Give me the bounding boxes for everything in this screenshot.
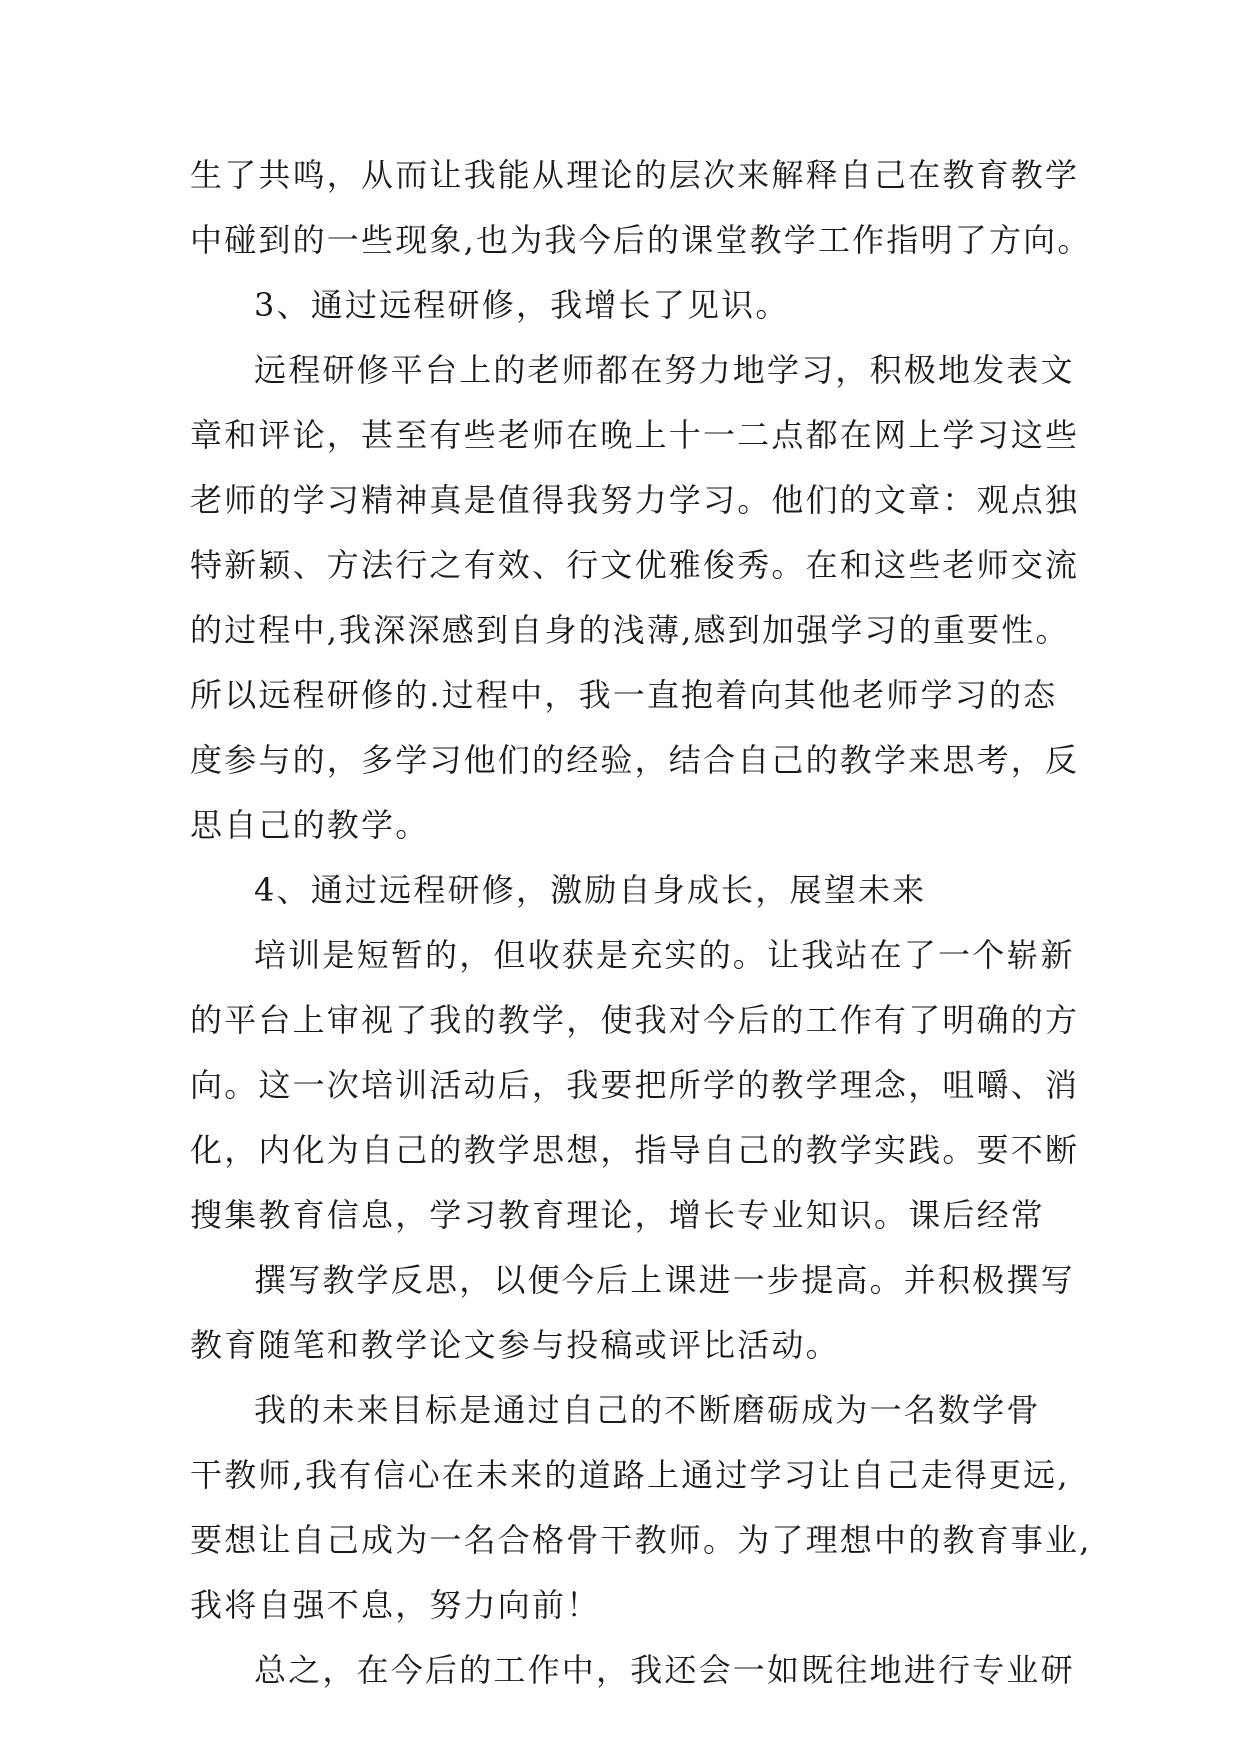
section-heading: 4、通过远程研修，激励自身成长，展望未来 xyxy=(254,871,927,909)
text-line: 所以远程研修的.过程中，我一直抱着向其他老师学习的态 xyxy=(190,676,1058,714)
text-line: 教育随笔和教学论文参与投稿或评比活动。 xyxy=(190,1326,840,1364)
body-text xyxy=(190,156,1092,1717)
text-line: 搜集教育信息，学习教育理论，增长专业知识。课后经常 xyxy=(190,1196,1046,1234)
text-line: 我的未来目标是通过自己的不断磨砺成为一名数学骨 xyxy=(254,1391,1041,1429)
text-line: 度参与的，多学习他们的经验，结合自己的教学来思考，反 xyxy=(190,741,1080,779)
text-line: 特新颖、方法行之有效、行文优雅俊秀。在和这些老师交流 xyxy=(190,546,1080,584)
text-line: 总之，在今后的工作中，我还会一如既往地进行专业研 xyxy=(254,1651,1075,1689)
text-line: 生了共鸣，从而让我能从理论的层次来解释自己在教育教学 xyxy=(190,156,1080,194)
text-line: 的过程中,我深深感到自身的浅薄,感到加强学习的重要性。 xyxy=(190,611,1070,649)
text-line: 远程研修平台上的老师都在努力地学习，积极地发表文 xyxy=(254,351,1075,389)
text-line: 思自己的教学。 xyxy=(190,806,430,844)
text-line: 要想让自己成为一名合格骨干教师。为了理想中的教育事业, xyxy=(190,1521,1092,1559)
text-line: 培训是短暂的，但收获是充实的。让我站在了一个崭新 xyxy=(254,936,1075,974)
text-line: 的平台上审视了我的教学，使我对今后的工作有了明确的方 xyxy=(190,1001,1080,1039)
section-heading: 3、通过远程研修，我增长了见识。 xyxy=(254,286,790,324)
text-line: 我将自强不息，努力向前！ xyxy=(190,1586,601,1624)
text-line: 向。这一次培训活动后，我要把所学的教学理念，咀嚼、消 xyxy=(190,1066,1080,1104)
text-line: 中碰到的一些现象,也为我今后的课堂教学工作指明了方向。 xyxy=(190,221,1092,259)
text-line: 化，内化为自己的教学思想，指导自己的教学实践。要不断 xyxy=(190,1131,1080,1169)
text-line: 老师的学习精神真是值得我努力学习。他们的文章：观点独 xyxy=(190,481,1080,519)
text-line: 干教师,我有信心在未来的道路上通过学习让自己走得更远, xyxy=(190,1456,1070,1494)
text-line: 撰写教学反思，以便今后上课进一步提高。并积极撰写 xyxy=(254,1261,1075,1299)
text-line: 章和评论，甚至有些老师在晚上十一二点都在网上学习这些 xyxy=(190,416,1080,454)
